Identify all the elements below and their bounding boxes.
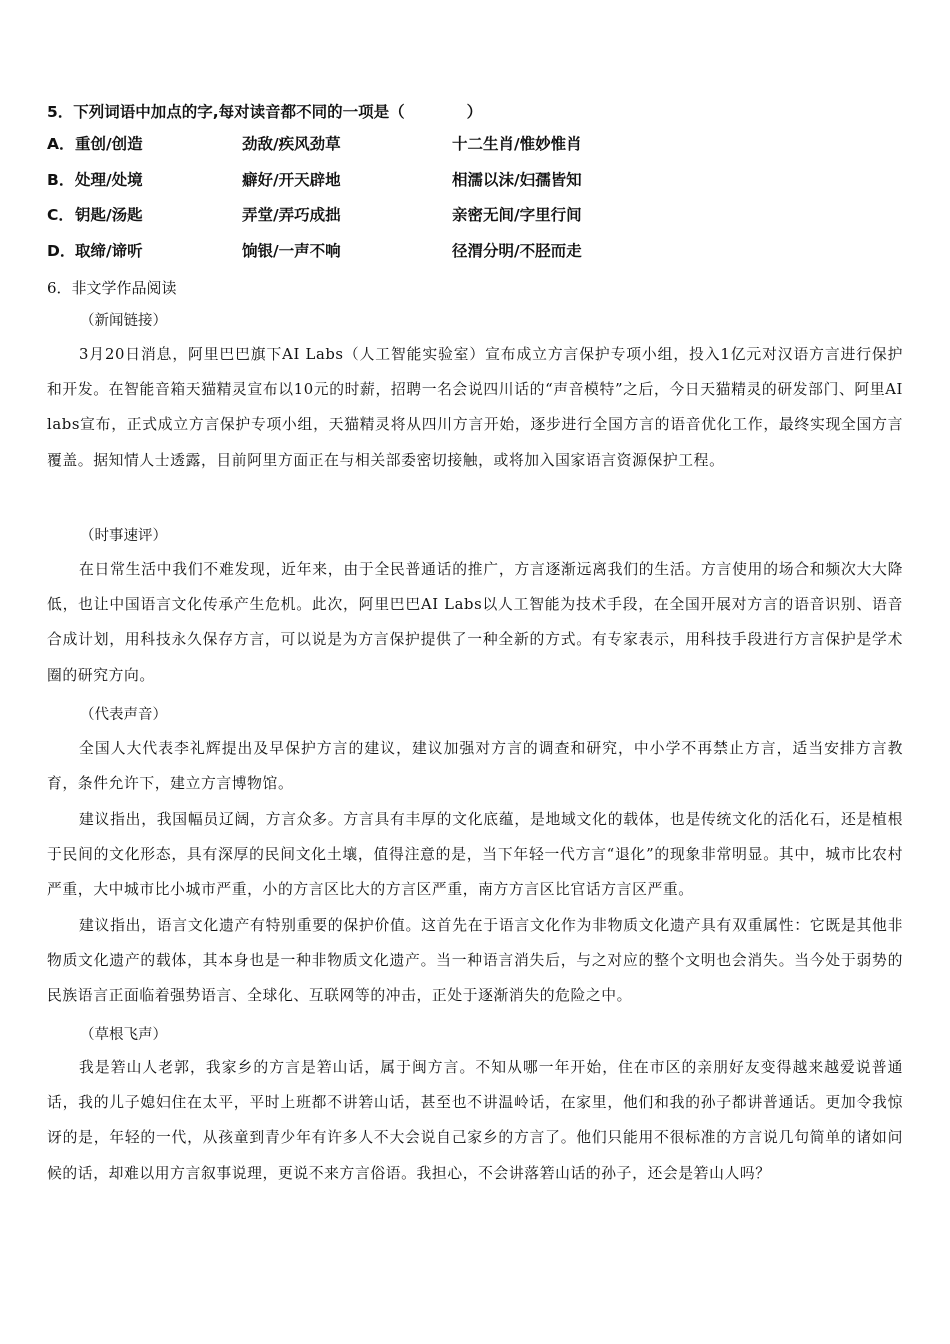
option-word-pair: 癖好/开天辟地 xyxy=(242,171,341,189)
grassroots-paragraph: 我是箬山人老郭，我家乡的方言是箬山话，属于闽方言。不知从哪一年开始，住在市区的亲朋好友变得越来越爱说普通话，我的儿子媳妇住在太平，平时上班都不讲箬山话，甚至也不讲温岭话，在家里，他们和我的孙子都讲普通话。更加令我惊讶的是，年轻的一代，从孩童到青少年有许多人不大会说自己家乡的方言了。他们只能用不很标准的方言说几句简单的诸如问候的话，却难以用方言叙事说理，更说不来方言俗语。我担心，不会讲落箬山话的孙子，还会是箬山人吗？ xyxy=(47,1059,903,1182)
representative-paragraph-3: 建议指出，语言文化遗产有特别重要的保护价值。这首先在于语言文化作为非物质文化遗产具有双重属性：它既是其他非物质文化遗产的载体，其本身也是一种非物质文化遗产。当一种语言消失后，与之对应的整个文明也会消失。当今处于弱势的民族语言正面临着强势语言、全球化、互联网等的冲击，正处于逐渐消失的危险之中。 xyxy=(47,917,903,1005)
option-a xyxy=(47,131,747,157)
option-word-pair: 劲敌/疾风劲草 xyxy=(242,135,341,153)
option-letter: A． xyxy=(47,135,75,153)
option-word-pair: 十二生肖/惟妙惟肖 xyxy=(452,135,582,153)
option-word-pair: 饷银/一声不响 xyxy=(242,242,341,260)
option-word-pair: 钥匙/汤匙 xyxy=(75,206,143,224)
option-word-pair: 相濡以沫/妇孺皆知 xyxy=(452,171,582,189)
option-word-pair: 重创/创造 xyxy=(75,135,143,153)
option-word-pair: 弄堂/弄巧成拙 xyxy=(242,206,341,224)
section-heading-representative: （代表声音） xyxy=(80,707,167,723)
representative-paragraph-2: 建议指出，我国幅员辽阔，方言众多。方言具有丰厚的文化底蕴，是地域文化的载体，也是传统文化的活化石，还是植根于民间的文化形态，具有深厚的民间文化土壤，值得注意的是，当下年轻一代方言“退化”的现象非常明显。其中，城市比农村严重，大中城市比小城市严重，小的方言区比大的方言区严重，南方方言区比官话方言区严重。 xyxy=(47,811,903,899)
option-word-pair: 处理/处境 xyxy=(75,171,143,189)
option-b xyxy=(47,167,747,193)
option-d xyxy=(47,238,747,264)
option-word-pair: 径渭分明/不胫而走 xyxy=(452,242,582,260)
representative-paragraph-1: 全国人大代表李礼辉提出及早保护方言的建议，建议加强对方言的调查和研究，中小学不再禁止方言，适当安排方言教育，条件允许下，建立方言博物馆。 xyxy=(47,740,903,793)
section-heading-news: （新闻链接） xyxy=(80,313,167,329)
option-letter: B． xyxy=(47,171,75,189)
option-word-pair: 取缔/谛听 xyxy=(75,242,143,260)
section-heading-comment: （时事速评） xyxy=(80,528,167,544)
option-c xyxy=(47,202,747,228)
option-letter: D． xyxy=(47,242,76,260)
question-6-title: 6．非文学作品阅读 xyxy=(47,279,177,297)
section-heading-grassroots: （草根飞声） xyxy=(80,1027,167,1043)
comment-paragraph: 在日常生活中我们不难发现，近年来，由于全民普通话的推广，方言逐渐远离我们的生活。方言使用的场合和频次大大降低，也让中国语言文化传承产生危机。此次，阿里巴巴AI Labs以人工智能为技术手段，在全国开展对方言的语音识别、语音合成计划，用科技永久保存方言，可以说是为方言保护提供了一种全新的方式。有专家表示，用科技手段进行方言保护是学术圈的研究方向。 xyxy=(47,561,903,684)
question-5-title: 5．下列词语中加点的字,每对读音都不同的一项是（ ） xyxy=(47,103,483,121)
option-letter: C． xyxy=(47,206,74,224)
news-paragraph: 3月20日消息，阿里巴巴旗下AI Labs（人工智能实验室）宣布成立方言保护专项小组，投入1亿元对汉语方言进行保护和开发。在智能音箱天猫精灵宣布以10元的时薪，招聘一名会说四川话的“声音模特”之后，今日天猫精灵的研发部门、阿里AI labs宣布，正式成立方言保护专项小组，天猫精灵将从四川方言开始，逐步进行全国方言的语音优化工作，最终实现全国方言覆盖。据知情人士透露，目前阿里方面正在与相关部委密切接触，或将加入国家语言资源保护工程。 xyxy=(47,346,903,469)
option-word-pair: 亲密无间/字里行间 xyxy=(452,206,582,224)
